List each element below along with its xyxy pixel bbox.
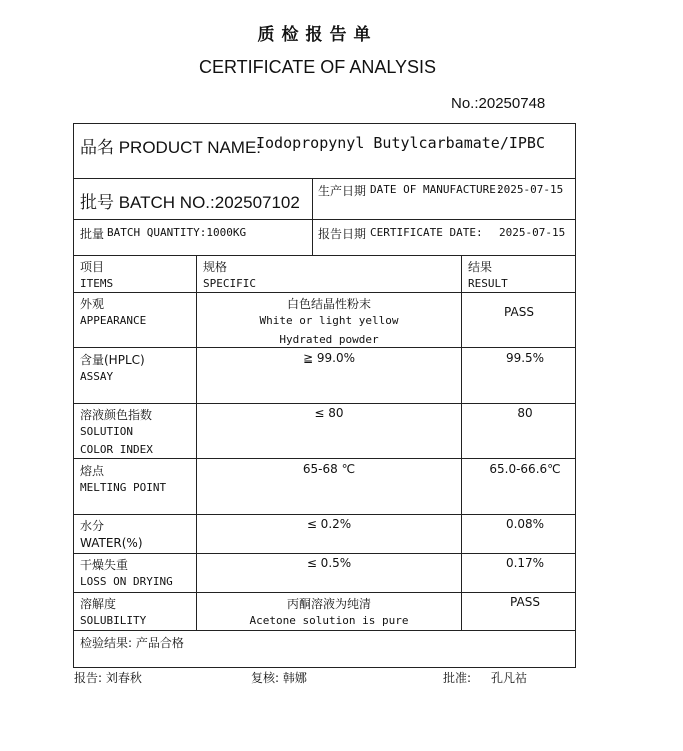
table-row-spec: ≧ 99.0% bbox=[303, 351, 355, 365]
table-row-spec: Acetone solution is pure bbox=[249, 614, 409, 627]
table-row-result: 0.08% bbox=[505, 517, 545, 531]
grid-line bbox=[73, 292, 576, 293]
table-row-spec: 白色结晶性粉末 bbox=[286, 297, 371, 311]
grid-line bbox=[73, 347, 576, 348]
table-row-result: 99.5% bbox=[505, 351, 545, 365]
grid-line bbox=[73, 219, 576, 220]
certificate-number: No.:20250748 bbox=[451, 95, 546, 112]
table-row-item-en: APPEARANCE bbox=[80, 314, 147, 327]
grid-line bbox=[312, 178, 313, 255]
product-name-label: 品名 PRODUCT NAME: bbox=[80, 138, 262, 157]
table-row-result: 0.17% bbox=[505, 556, 545, 570]
table-row-item-cn: 溶液颜色指数 bbox=[80, 408, 153, 422]
table-row-spec: 丙酮溶液为纯清 bbox=[286, 597, 371, 611]
certificate-date-label-cn: 报告日期 bbox=[318, 227, 367, 241]
certificate-date-value: 2025-07-15 bbox=[499, 226, 566, 239]
column-header-item-cn: 项目 bbox=[80, 260, 105, 274]
grid-line bbox=[73, 178, 576, 179]
inspection-conclusion: 检验结果: 产品合格 bbox=[80, 636, 184, 650]
table-row-item-en: WATER(%) bbox=[80, 536, 143, 550]
batch-number: 批号 BATCH NO.:202507102 bbox=[80, 193, 300, 212]
signature-review: 复核: 韩娜 bbox=[251, 671, 307, 685]
column-header-spec-cn: 规格 bbox=[203, 260, 228, 274]
table-row-result: 80 bbox=[517, 406, 533, 420]
table-row-item-cn: 干燥失重 bbox=[80, 558, 129, 572]
table-row-item-en: SOLUTION bbox=[80, 425, 133, 438]
certificate-date-label-en: CERTIFICATE DATE: bbox=[370, 226, 483, 239]
column-header-item-en: ITEMS bbox=[80, 277, 114, 290]
table-row-spec: ≤ 0.2% bbox=[306, 517, 352, 531]
table-row-result: PASS bbox=[510, 595, 540, 609]
table-row-item-cn: 熔点 bbox=[80, 464, 105, 478]
table-row-spec: ≤ 80 bbox=[314, 406, 344, 420]
product-name-value: Iodopropynyl Butylcarbamate/IPBC bbox=[256, 134, 545, 152]
manufacture-date-label-en: DATE OF MANUFACTURE: bbox=[370, 183, 503, 196]
grid-line bbox=[73, 592, 576, 593]
table-row-item-en: COLOR INDEX bbox=[80, 443, 153, 456]
table-row-item-en: MELTING POINT bbox=[80, 481, 167, 494]
grid-line bbox=[73, 553, 576, 554]
manufacture-date-value: 2025-07-15 bbox=[497, 183, 564, 196]
table-row-result: 65.0-66.6℃ bbox=[489, 462, 561, 476]
grid-line bbox=[73, 514, 576, 515]
table-row-item-cn: 水分 bbox=[80, 519, 105, 533]
table-row-spec: Hydrated powder bbox=[279, 333, 379, 346]
table-row-item-cn: 溶解度 bbox=[80, 597, 117, 611]
grid-line bbox=[73, 630, 576, 631]
title-english: CERTIFICATE OF ANALYSIS bbox=[198, 57, 437, 77]
title-chinese: 质检报告单 bbox=[257, 25, 378, 45]
table-row-item-en: LOSS ON DRYING bbox=[80, 575, 173, 588]
table-row-result: PASS bbox=[504, 305, 534, 319]
signature-approve-label: 批准: bbox=[443, 671, 472, 685]
table-row-item-cn: 外观 bbox=[80, 297, 105, 311]
column-header-spec-en: SPECIFIC bbox=[203, 277, 256, 290]
table-row-spec: 65-68 ℃ bbox=[302, 462, 356, 476]
manufacture-date-label-cn: 生产日期 bbox=[318, 184, 367, 198]
table-row-item-cn: 含量(HPLC) bbox=[80, 353, 145, 367]
signature-approve-name: 孔凡祜 bbox=[491, 671, 528, 685]
grid-line bbox=[73, 255, 576, 256]
signature-report: 报告: 刘春秋 bbox=[74, 671, 142, 685]
table-row-spec: White or light yellow bbox=[259, 314, 399, 327]
column-header-result-cn: 结果 bbox=[468, 260, 493, 274]
table-row-item-en: SOLUBILITY bbox=[80, 614, 147, 627]
grid-line bbox=[73, 403, 576, 404]
grid-line bbox=[73, 458, 576, 459]
batch-quantity-value: BATCH QUANTITY:1000KG bbox=[107, 226, 247, 239]
batch-quantity-label-cn: 批量 bbox=[80, 227, 105, 241]
column-header-result-en: RESULT bbox=[468, 277, 508, 290]
table-row-item-en: ASSAY bbox=[80, 370, 114, 383]
table-row-spec: ≤ 0.5% bbox=[306, 556, 352, 570]
